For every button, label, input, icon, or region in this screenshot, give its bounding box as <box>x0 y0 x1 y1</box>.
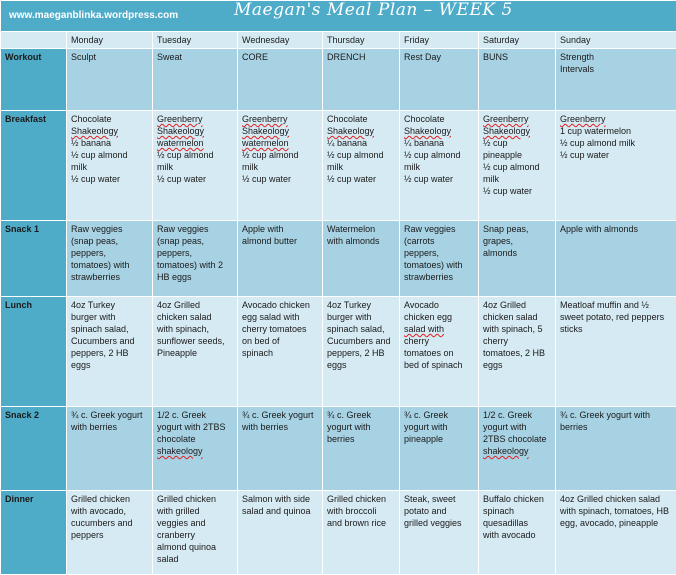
cell-line: grilled veggies <box>404 517 474 529</box>
cell-saturday[interactable] <box>479 221 556 297</box>
cell-sunday[interactable] <box>556 491 676 575</box>
cell-line: Strength <box>560 51 672 63</box>
cell-monday[interactable] <box>67 407 153 491</box>
cell-line: eggs <box>71 359 148 371</box>
cell-monday[interactable] <box>67 49 153 111</box>
cell-line: Sculpt <box>71 51 148 63</box>
cell-line: ½ cup almond <box>157 149 233 161</box>
cell-line: salad and quinoa <box>242 505 318 517</box>
cell-line: sunflower seeds, <box>157 335 233 347</box>
cell-line: ½ cup almond <box>404 149 474 161</box>
cell-line: cherry tomatoes <box>242 323 318 335</box>
cell-line: Grilled chicken <box>71 493 148 505</box>
cell-line: with spinach, tomatoes, HB <box>560 505 672 517</box>
cell-line: ½ cup water <box>560 149 672 161</box>
cell-line: with grilled <box>157 505 233 517</box>
cell-line: ½ cup water <box>157 173 233 185</box>
cell-line: Avocado chicken <box>242 299 318 311</box>
cell-line: berries <box>327 433 395 445</box>
cell-line: Greenberry <box>242 113 318 125</box>
cell-line: egg, avocado, pineapple <box>560 517 672 529</box>
cell-tuesday[interactable] <box>153 491 238 575</box>
cell-saturday[interactable] <box>479 407 556 491</box>
cell-line: watermelon <box>242 137 318 149</box>
row-label: Snack 1 <box>1 221 67 297</box>
cell-line: ½ cup water <box>71 173 148 185</box>
cell-line: chicken salad <box>157 311 233 323</box>
cell-line: Chocolate <box>71 113 148 125</box>
cell-line: yogurt with <box>404 421 474 433</box>
cell-line: ½ cup water <box>404 173 474 185</box>
cell-sunday[interactable] <box>556 111 676 221</box>
cell-line: 1/2 c. Greek <box>157 409 233 421</box>
cell-line: 4oz Grilled chicken salad <box>560 493 672 505</box>
cell-tuesday[interactable] <box>153 297 238 407</box>
cell-line: Raw veggies <box>404 223 474 235</box>
cell-line: Apple with <box>242 223 318 235</box>
day-thursday: Thursday <box>323 32 400 49</box>
cell-line: with avocado <box>483 529 551 541</box>
days-row <box>1 32 676 49</box>
cell-line: potato and <box>404 505 474 517</box>
cell-saturday[interactable] <box>479 49 556 111</box>
row-snack-2 <box>1 407 676 491</box>
header-row <box>1 1 676 32</box>
cell-line: ½ cup <box>483 137 551 149</box>
cell-thursday[interactable] <box>323 297 400 407</box>
cell-line: with berries <box>242 421 318 433</box>
header-banner <box>1 1 676 32</box>
cell-friday[interactable] <box>400 221 479 297</box>
cell-line: Shakeology <box>404 125 474 137</box>
site-url: www.maeganblinka.wordpress.com <box>9 10 178 22</box>
cell-line: ¾ c. Greek <box>404 409 474 421</box>
cell-line: ½ cup almond milk <box>560 137 672 149</box>
cell-sunday[interactable] <box>556 407 676 491</box>
row-label: Workout <box>1 49 67 111</box>
cell-line: peppers <box>71 529 148 541</box>
cell-line: chicken salad <box>483 311 551 323</box>
cell-thursday[interactable] <box>323 491 400 575</box>
cell-line: peppers, <box>157 247 233 259</box>
cell-line: (carrots <box>404 235 474 247</box>
day-tuesday: Tuesday <box>153 32 238 49</box>
cell-line: Sweat <box>157 51 233 63</box>
cell-line: Raw veggies <box>71 223 148 235</box>
cell-line: ½ banana <box>71 137 148 149</box>
cell-line: Greenberry <box>560 113 672 125</box>
cell-line: tomatoes) with <box>71 259 148 271</box>
cell-line: cranberry <box>157 529 233 541</box>
cell-line: strawberries <box>71 271 148 283</box>
cell-line: spinach salad, <box>327 323 395 335</box>
cell-line: Salmon with side <box>242 493 318 505</box>
cell-line: with almonds <box>327 235 395 247</box>
cell-thursday[interactable] <box>323 111 400 221</box>
cell-line: Shakeology <box>242 125 318 137</box>
cell-line: burger with <box>71 311 148 323</box>
cell-line: 4oz Grilled <box>157 299 233 311</box>
cell-line: 4oz Turkey <box>71 299 148 311</box>
cell-line: veggies and <box>157 517 233 529</box>
cell-line: yogurt with <box>327 421 395 433</box>
day-friday: Friday <box>400 32 479 49</box>
cell-line: pineapple <box>404 433 474 445</box>
day-sunday: Sunday <box>556 32 676 49</box>
cell-line: on bed of <box>242 335 318 347</box>
row-snack-1 <box>1 221 676 297</box>
day-monday: Monday <box>67 32 153 49</box>
cell-line: Chocolate <box>327 113 395 125</box>
cell-line: milk <box>327 161 395 173</box>
cell-line: ½ cup water <box>483 185 551 197</box>
cell-line: ½ cup almond <box>242 149 318 161</box>
cell-line: Watermelon <box>327 223 395 235</box>
cell-line: tomatoes) with 2 <box>157 259 233 271</box>
cell-thursday[interactable] <box>323 407 400 491</box>
cell-line: 4oz Turkey <box>327 299 395 311</box>
row-lunch <box>1 297 676 407</box>
cell-monday[interactable] <box>67 111 153 221</box>
row-label: Snack 2 <box>1 407 67 491</box>
cell-wednesday[interactable] <box>238 49 323 111</box>
cell-line: peppers, <box>71 247 148 259</box>
cell-line: Pineapple <box>157 347 233 359</box>
cell-line: pineapple <box>483 149 551 161</box>
cell-line: Intervals <box>560 63 672 75</box>
row-label: Lunch <box>1 297 67 407</box>
cell-line: almonds <box>483 247 551 259</box>
cell-line: salad <box>157 553 233 565</box>
cell-wednesday[interactable] <box>238 221 323 297</box>
cell-wednesday[interactable] <box>238 407 323 491</box>
cell-line: cherry <box>404 335 474 347</box>
day-wednesday: Wednesday <box>238 32 323 49</box>
cell-line: Grilled chicken <box>157 493 233 505</box>
day-saturday: Saturday <box>479 32 556 49</box>
cell-wednesday[interactable] <box>238 491 323 575</box>
cell-line: Avocado <box>404 299 474 311</box>
cell-line: grapes, <box>483 235 551 247</box>
cell-line: ¾ c. Greek yogurt <box>242 409 318 421</box>
cell-sunday[interactable] <box>556 221 676 297</box>
cell-line: shakeology <box>483 445 551 457</box>
cell-line: yogurt with 2TBS <box>157 421 233 433</box>
cell-line: peppers, 2 HB <box>327 347 395 359</box>
cell-line: and brown rice <box>327 517 395 529</box>
row-dinner <box>1 491 676 575</box>
cell-line: berries <box>560 421 672 433</box>
cell-line: Shakeology <box>157 125 233 137</box>
cell-line: milk <box>157 161 233 173</box>
cell-line: Cucumbers and <box>71 335 148 347</box>
cell-line: cherry <box>483 335 551 347</box>
cell-line: Steak, sweet <box>404 493 474 505</box>
cell-line: almond quinoa <box>157 541 233 553</box>
cell-tuesday[interactable] <box>153 111 238 221</box>
cell-line: ¼ banana <box>327 137 395 149</box>
cell-line: sweet potato, red peppers <box>560 311 672 323</box>
cell-line: tomatoes) with <box>404 259 474 271</box>
cell-line: egg salad with <box>242 311 318 323</box>
cell-line: watermelon <box>157 137 233 149</box>
cell-line: Snap peas, <box>483 223 551 235</box>
cell-line: ¼ banana <box>404 137 474 149</box>
cell-friday[interactable] <box>400 407 479 491</box>
cell-line: Shakeology <box>327 125 395 137</box>
cell-line: 4oz Grilled <box>483 299 551 311</box>
cell-line: CORE <box>242 51 318 63</box>
cell-line: Greenberry <box>157 113 233 125</box>
cell-line: chocolate <box>157 433 233 445</box>
cell-line: sticks <box>560 323 672 335</box>
cell-line: ½ cup almond <box>483 161 551 173</box>
cell-line: Meatloaf muffin and ½ <box>560 299 672 311</box>
cell-line: with broccoli <box>327 505 395 517</box>
cell-line: ¾ c. Greek yogurt <box>71 409 148 421</box>
cell-line: bed of spinach <box>404 359 474 371</box>
cell-line: ½ cup water <box>327 173 395 185</box>
cell-line: Greenberry <box>483 113 551 125</box>
cell-line: 1/2 c. Greek <box>483 409 551 421</box>
cell-thursday[interactable] <box>323 49 400 111</box>
cell-line: tomatoes on <box>404 347 474 359</box>
cell-line: cucumbers and <box>71 517 148 529</box>
cell-friday[interactable] <box>400 297 479 407</box>
cell-line: spinach salad, <box>71 323 148 335</box>
cell-line: DRENCH <box>327 51 395 63</box>
cell-line: Chocolate <box>404 113 474 125</box>
cell-line: Rest Day <box>404 51 474 63</box>
cell-line: with spinach, <box>157 323 233 335</box>
cell-saturday[interactable] <box>479 297 556 407</box>
cell-line: Cucumbers and <box>327 335 395 347</box>
cell-thursday[interactable] <box>323 221 400 297</box>
cell-line: Apple with almonds <box>560 223 672 235</box>
cell-line: milk <box>71 161 148 173</box>
cell-line: milk <box>242 161 318 173</box>
cell-tuesday[interactable] <box>153 49 238 111</box>
cell-tuesday[interactable] <box>153 407 238 491</box>
row-workout <box>1 49 676 111</box>
page-title: Maegan's Meal Plan – WEEK 5 <box>234 4 513 16</box>
cell-line: Buffalo chicken <box>483 493 551 505</box>
cell-line: eggs <box>483 359 551 371</box>
cell-line: eggs <box>327 359 395 371</box>
cell-line: burger with <box>327 311 395 323</box>
cell-line: Shakeology <box>71 125 148 137</box>
cell-line: ½ cup water <box>242 173 318 185</box>
cell-line: peppers, <box>404 247 474 259</box>
cell-line: with berries <box>71 421 148 433</box>
cell-saturday[interactable] <box>479 491 556 575</box>
cell-wednesday[interactable] <box>238 111 323 221</box>
cell-tuesday[interactable] <box>153 221 238 297</box>
row-label: Dinner <box>1 491 67 575</box>
cell-line: tomatoes, 2 HB <box>483 347 551 359</box>
cell-monday[interactable] <box>67 491 153 575</box>
cell-line: with spinach, 5 <box>483 323 551 335</box>
cell-line: spinach <box>242 347 318 359</box>
cell-line: Grilled chicken <box>327 493 395 505</box>
cell-line: (snap peas, <box>157 235 233 247</box>
cell-line: shakeology <box>157 445 233 457</box>
cell-line: 1 cup watermelon <box>560 125 672 137</box>
cell-line: 2TBS chocolate <box>483 433 551 445</box>
cell-line: ¾ c. Greek yogurt with <box>560 409 672 421</box>
cell-wednesday[interactable] <box>238 297 323 407</box>
cell-sunday[interactable] <box>556 49 676 111</box>
corner-cell <box>1 32 67 49</box>
cell-line: with avocado, <box>71 505 148 517</box>
cell-line: strawberries <box>404 271 474 283</box>
cell-line: almond butter <box>242 235 318 247</box>
cell-line: ½ cup almond <box>327 149 395 161</box>
cell-line: spinach <box>483 505 551 517</box>
cell-line: (snap peas, <box>71 235 148 247</box>
cell-friday[interactable] <box>400 49 479 111</box>
row-breakfast <box>1 111 676 221</box>
cell-line: Shakeology <box>483 125 551 137</box>
cell-line: HB eggs <box>157 271 233 283</box>
cell-friday[interactable] <box>400 491 479 575</box>
cell-line: ½ cup almond <box>71 149 148 161</box>
cell-friday[interactable] <box>400 111 479 221</box>
cell-saturday[interactable] <box>479 111 556 221</box>
cell-monday[interactable] <box>67 221 153 297</box>
cell-line: Raw veggies <box>157 223 233 235</box>
cell-line: chicken egg <box>404 311 474 323</box>
cell-line: yogurt with <box>483 421 551 433</box>
cell-line: milk <box>404 161 474 173</box>
cell-line: peppers, 2 HB <box>71 347 148 359</box>
cell-line: BUNS <box>483 51 551 63</box>
cell-sunday[interactable] <box>556 297 676 407</box>
row-label: Breakfast <box>1 111 67 221</box>
cell-line: salad with <box>404 323 474 335</box>
cell-line: milk <box>483 173 551 185</box>
cell-line: quesadillas <box>483 517 551 529</box>
cell-line: ¾ c. Greek <box>327 409 395 421</box>
cell-monday[interactable] <box>67 297 153 407</box>
